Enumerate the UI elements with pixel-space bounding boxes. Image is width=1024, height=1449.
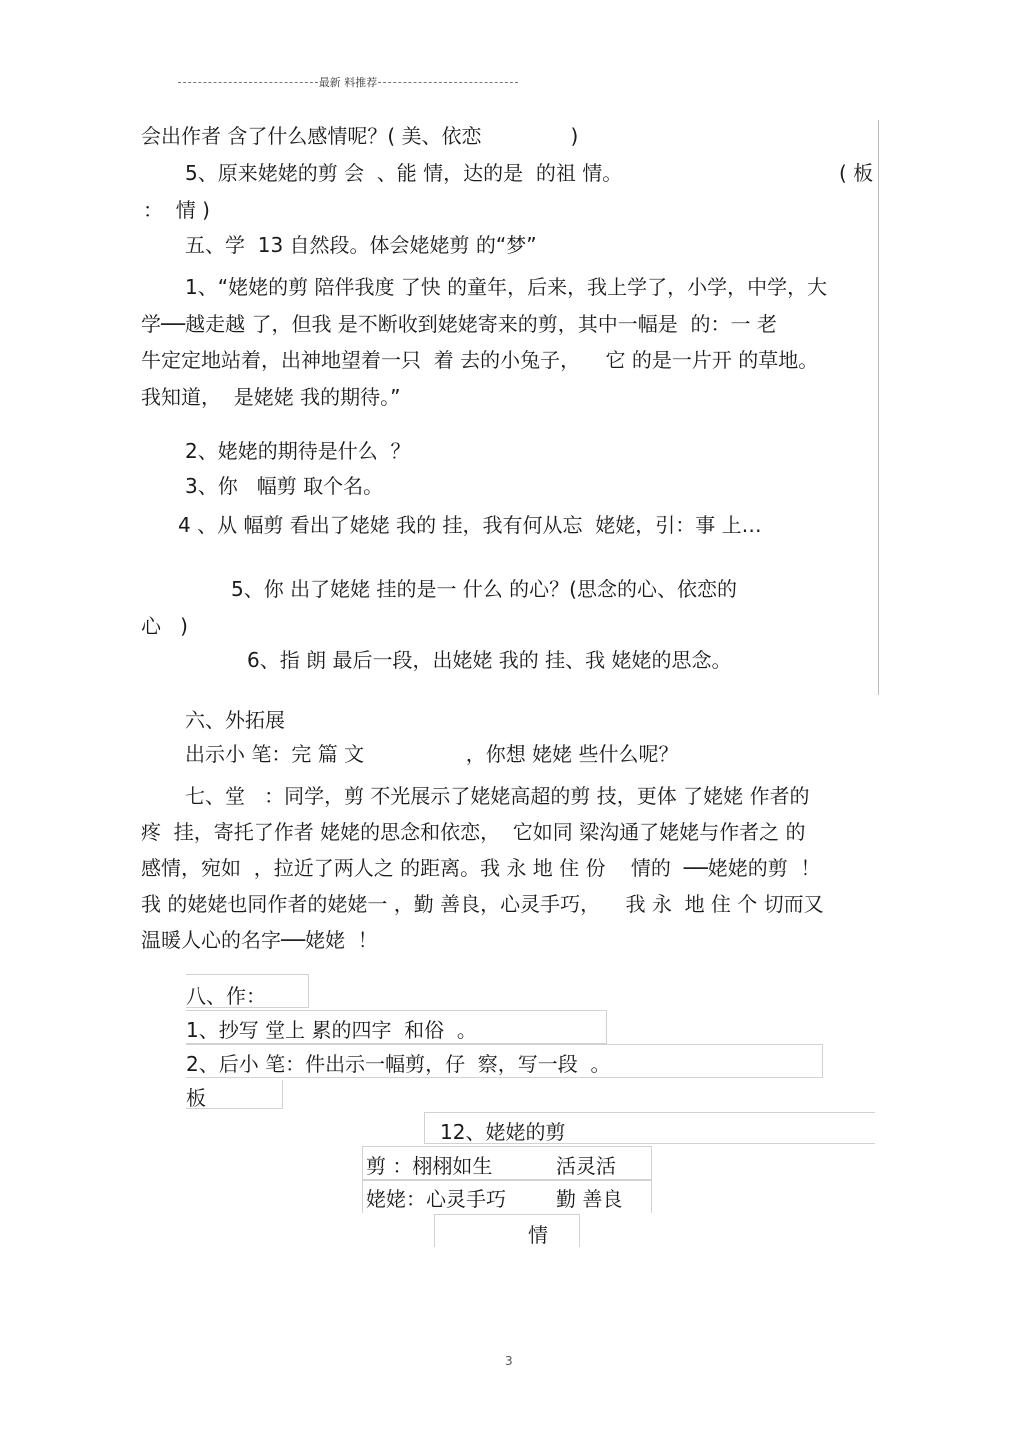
- header-dash-left: [178, 82, 318, 83]
- section-heading: 七、堂 ：同学，剪 不光展示了姥姥高超的剪 技，更体 了姥姥 作者的: [185, 784, 810, 808]
- page-number: 3: [505, 1354, 513, 1368]
- board-row2-right: 勤 善良: [556, 1187, 623, 1211]
- text-line: 我 的姥姥也同作者的姥姥一 ，勤 善良，心灵手巧， 我 永 地 住 个 切而又: [141, 892, 824, 916]
- text-line: ( 板: [839, 161, 874, 185]
- page-header: [178, 74, 518, 90]
- text-line: 会出作者 含了什么感情呢？( 美、依恋 ): [141, 124, 579, 148]
- board-title: 12、姥姥的剪: [440, 1120, 566, 1144]
- text-line: 感情，宛如 ，拉近了两人之 的距离。我 永 地 住 份 情的 ──姥姥的剪 ！: [141, 856, 821, 880]
- text-line: ： 情 ): [143, 198, 210, 222]
- board-row1-right: 活灵活: [556, 1154, 616, 1178]
- board-bottom: 情: [528, 1223, 548, 1247]
- board-row2-left: 姥姥：心灵手巧: [366, 1187, 506, 1211]
- board-bottom-box: [434, 1214, 580, 1247]
- text-line: 温暖人心的名字──姥姥 ！: [141, 928, 378, 952]
- section-heading: 五、学 13 自然段。体会姥姥剪 的“梦”: [185, 233, 537, 257]
- text-line: 心 ): [141, 614, 188, 638]
- section-heading: 八、作：: [186, 984, 266, 1008]
- text-line: 2、姥姥的期待是什么 ？: [185, 439, 411, 463]
- board-label: 板: [186, 1086, 206, 1110]
- text-line: 学──越走越 了，但我 是不断收到姥姥寄来的剪，其中一幅是 的：一 老: [141, 312, 777, 336]
- text-line: 2、后小 笔：件出示一幅剪，仔 察，写一段 。: [186, 1052, 611, 1076]
- text-line: 我知道， 是姥姥 我的期待。”: [141, 385, 401, 409]
- text-line: 出示小 笔：完 篇 文 ，你想 姥姥 些什么呢？: [185, 742, 679, 766]
- header-text: 最新 料推荐: [318, 76, 378, 89]
- text-line: 疼 挂，寄托了作者 姥姥的思念和依恋， 它如同 梁沟通了姥姥与作者之 的: [141, 820, 806, 844]
- text-line: 1、“姥姥的剪 陪伴我度 了快 的童年，后来，我上学了，小学，中学，大: [185, 275, 828, 299]
- text-line: 牛定定地站着，出神地望着一只 着 去的小兔子， 它 的是一片开 的草地。: [141, 348, 819, 372]
- text-line: 1、抄写 堂上 累的四字 和俗 。: [186, 1018, 477, 1042]
- header-dash-right: [378, 82, 518, 83]
- margin-line: [878, 120, 879, 695]
- text-line: 5、原来姥姥的剪 会 、能 情，达的是 的祖 情。: [185, 161, 623, 185]
- text-line: 5、你 出了姥姥 挂的是一 什么 的心？(思念的心、依恋的: [231, 577, 737, 601]
- board-row1-left: 剪 ：栩栩如生: [366, 1154, 493, 1178]
- text-line: 6、指 朗 最后一段，出姥姥 我的 挂、我 姥姥的思念。: [247, 648, 732, 672]
- section-heading: 六、外拓展: [185, 708, 285, 732]
- text-line: 3、你 幅剪 取个名。: [185, 474, 384, 498]
- text-line: 4 、从 幅剪 看出了姥姥 我的 挂，我有何从忘 姥姥，引：事 上…: [178, 513, 762, 537]
